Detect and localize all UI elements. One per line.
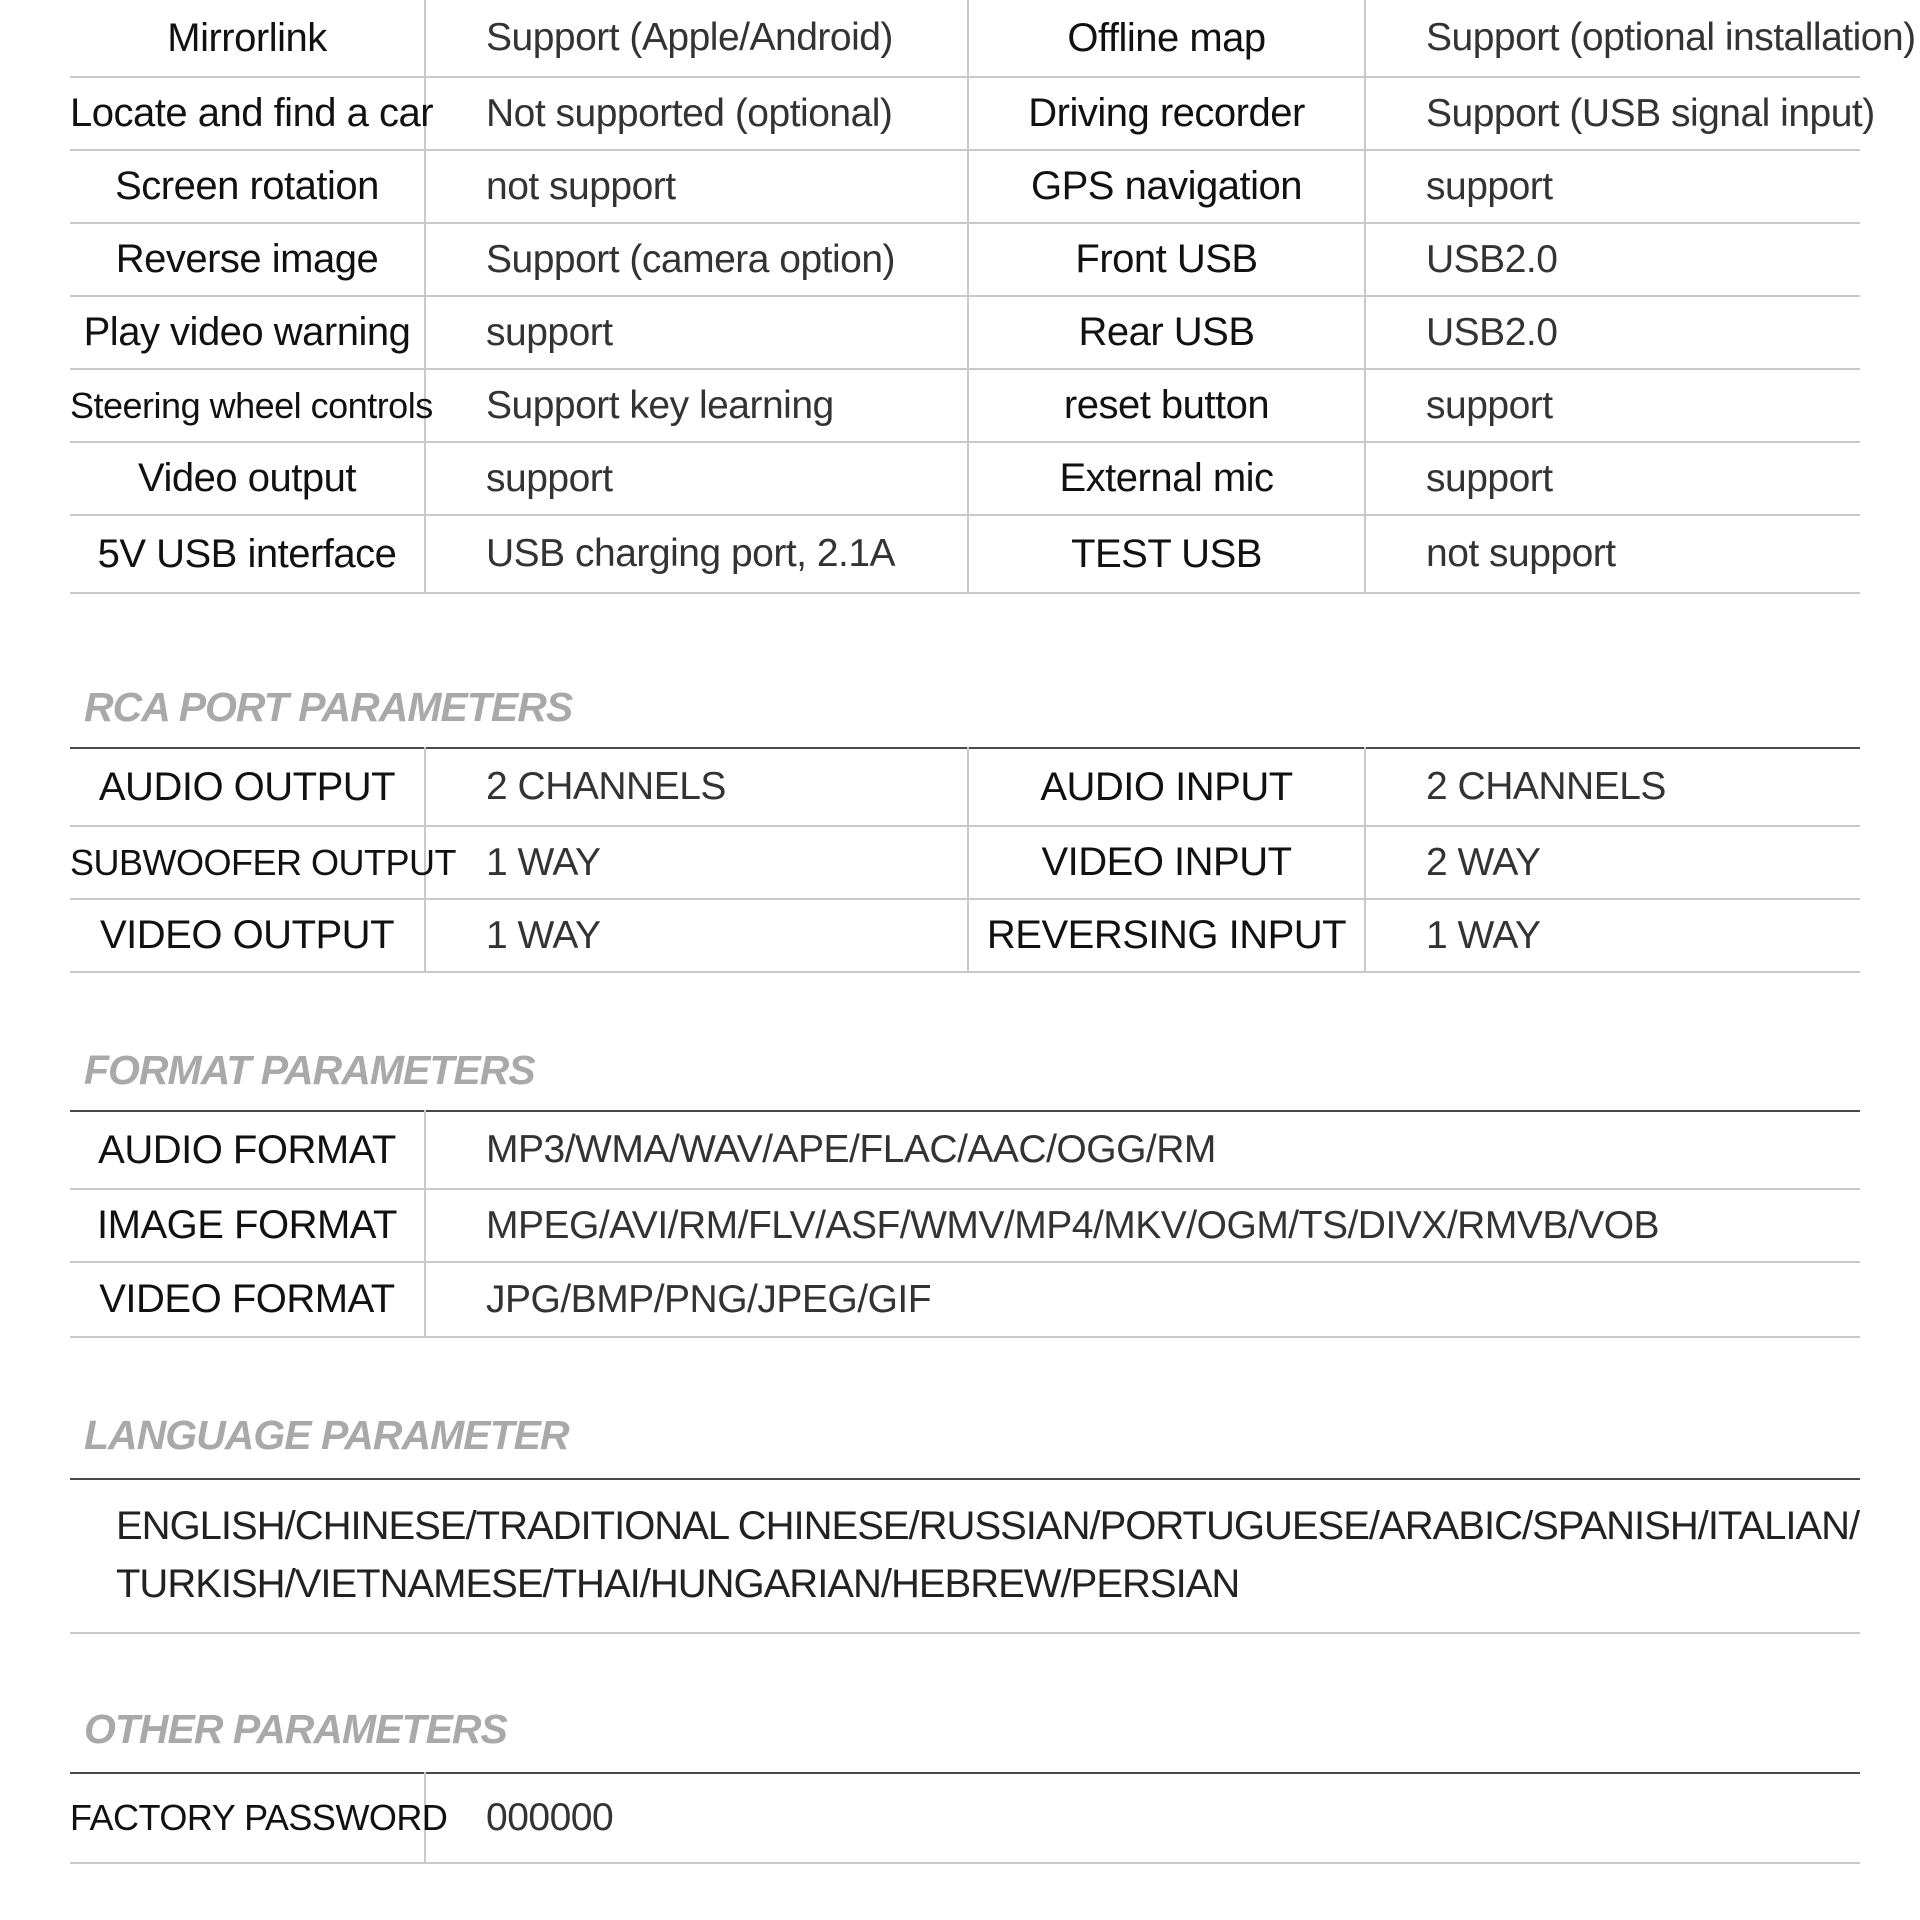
spec-value: support	[1365, 369, 1860, 442]
table-row	[70, 296, 1860, 369]
spec-value: Support (camera option)	[425, 223, 968, 296]
format-section-heading: FORMAT PARAMETERS	[84, 1047, 535, 1093]
spec-label: TEST USB	[968, 515, 1365, 593]
spec-value: 2 CHANNELS	[1365, 748, 1860, 826]
spec-value: USB2.0	[1365, 223, 1860, 296]
spec-label: AUDIO FORMAT	[70, 1111, 425, 1189]
spec-value: support	[425, 442, 968, 515]
spec-value: support	[425, 296, 968, 369]
spec-label: AUDIO INPUT	[968, 748, 1365, 826]
spec-value: 2 WAY	[1365, 826, 1860, 899]
spec-label: reset button	[968, 369, 1365, 442]
spec-value: 000000	[425, 1773, 1860, 1863]
language-section-heading: LANGUAGE PARAMETER	[84, 1412, 569, 1458]
spec-value: not support	[1365, 515, 1860, 593]
table-row	[70, 826, 1860, 899]
spec-label: 5V USB interface	[70, 515, 425, 593]
spec-label: External mic	[968, 442, 1365, 515]
spec-label: Locate and find a car	[70, 77, 425, 150]
table-row	[70, 1111, 1860, 1189]
spec-label: Steering wheel controls	[70, 369, 425, 442]
spec-label: Driving recorder	[968, 77, 1365, 150]
spec-value: 1 WAY	[425, 899, 968, 972]
spec-label: VIDEO FORMAT	[70, 1262, 425, 1337]
table-row	[70, 442, 1860, 515]
other-section-heading: OTHER PARAMETERS	[84, 1706, 507, 1752]
table-row	[70, 150, 1860, 223]
spec-label: FACTORY PASSWORD	[70, 1773, 425, 1863]
spec-label: Front USB	[968, 223, 1365, 296]
table-row	[70, 1262, 1860, 1337]
spec-label: Mirrorlink	[70, 0, 425, 77]
spec-value: USB charging port, 2.1A	[425, 515, 968, 593]
spec-value: MP3/WMA/WAV/APE/FLAC/AAC/OGG/RM	[425, 1111, 1860, 1189]
spec-value: Support (USB signal input)	[1365, 77, 1860, 150]
spec-label: SUBWOOFER OUTPUT	[70, 826, 425, 899]
language-line-1: ENGLISH/CHINESE/TRADITIONAL CHINESE/RUSSIAN/PORTUGUESE/ARABIC/SPANISH/ITALIAN/	[116, 1504, 1860, 1548]
spec-value: support	[1365, 150, 1860, 223]
spec-value: Support key learning	[425, 369, 968, 442]
spec-value: Not supported (optional)	[425, 77, 968, 150]
table-row	[70, 1773, 1860, 1863]
spec-label: Play video warning	[70, 296, 425, 369]
table-row	[70, 1189, 1860, 1262]
spec-label: Offline map	[968, 0, 1365, 77]
spec-label: AUDIO OUTPUT	[70, 748, 425, 826]
spec-label: Video output	[70, 442, 425, 515]
spec-value: Support (Apple/Android)	[425, 0, 968, 77]
table-row	[70, 899, 1860, 972]
spec-value: Support (optional installation)	[1365, 0, 1860, 77]
general-spec-table	[70, 0, 1916, 594]
language-list	[70, 1478, 1860, 1634]
spec-label: IMAGE FORMAT	[70, 1189, 425, 1262]
spec-value: support	[1365, 442, 1860, 515]
table-row	[70, 77, 1860, 150]
table-row	[70, 0, 1860, 77]
table-row	[70, 369, 1860, 442]
spec-label: Rear USB	[968, 296, 1365, 369]
spec-value: MPEG/AVI/RM/FLV/ASF/WMV/MP4/MKV/OGM/TS/DIVX/RMVB/VOB	[425, 1189, 1860, 1262]
table-row	[70, 223, 1860, 296]
other-spec-table	[70, 1772, 1860, 1864]
spec-value: 1 WAY	[1365, 899, 1860, 972]
spec-value: JPG/BMP/PNG/JPEG/GIF	[425, 1262, 1860, 1337]
spec-label: GPS navigation	[968, 150, 1365, 223]
spec-label: REVERSING INPUT	[968, 899, 1365, 972]
spec-label: Screen rotation	[70, 150, 425, 223]
spec-label: VIDEO INPUT	[968, 826, 1365, 899]
table-row	[70, 515, 1860, 593]
format-spec-table	[70, 1110, 1860, 1338]
rca-spec-table	[70, 747, 1860, 973]
language-line-2: TURKISH/VIETNAMESE/THAI/HUNGARIAN/HEBREW/PERSIAN	[116, 1562, 1240, 1606]
spec-label: Reverse image	[70, 223, 425, 296]
spec-value: 2 CHANNELS	[425, 748, 968, 826]
table-row	[70, 748, 1860, 826]
rca-section-heading: RCA PORT PARAMETERS	[84, 684, 573, 730]
spec-value: not support	[425, 150, 968, 223]
spec-label: VIDEO OUTPUT	[70, 899, 425, 972]
spec-value: 1 WAY	[425, 826, 968, 899]
spec-value: USB2.0	[1365, 296, 1860, 369]
